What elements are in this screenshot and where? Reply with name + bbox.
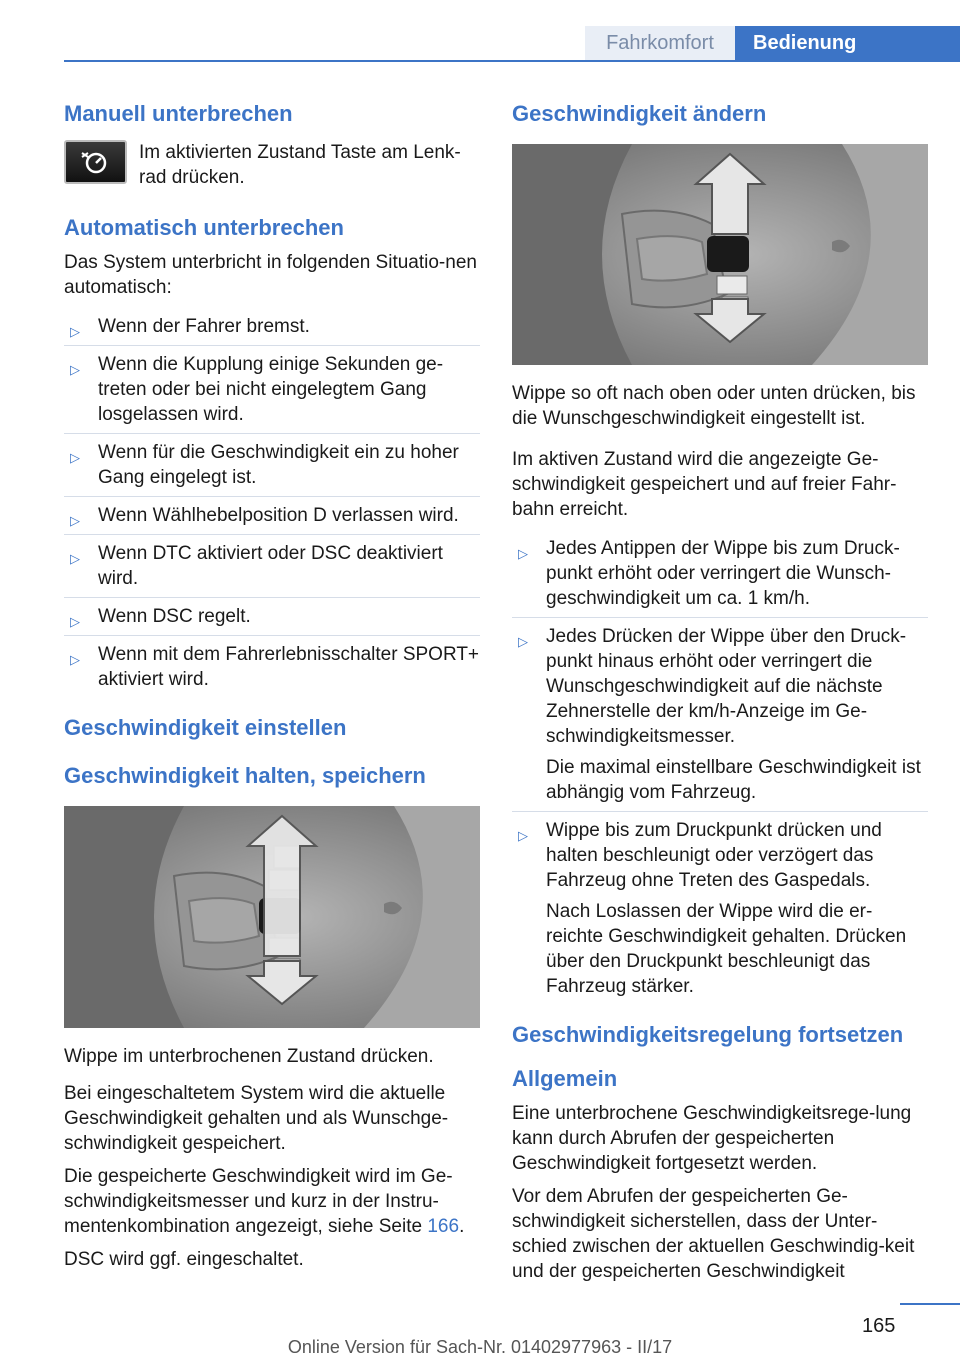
- triangle-bullet-icon: ▷: [518, 546, 528, 561]
- halten-p3: Die gespeicherte Geschwindigkeit wird im Ge-schwindigkeitsmesser und kurz in der Instru-mentenkombination angezeigt, siehe Seite 166.: [64, 1166, 465, 1237]
- list-item: ▷ Jedes Antippen der Wippe bis zum Druck-punkt erhöht oder verringert die Wunsch-geschwindigkeit um ca. 1 km/h.: [512, 530, 928, 618]
- steering-wheel-rocker-image: [64, 806, 480, 1028]
- page-number: 165: [862, 1315, 896, 1337]
- heading-manuell-unterbrechen: Manuell unterbrechen: [64, 101, 293, 126]
- triangle-bullet-icon: ▷: [70, 652, 80, 667]
- left-column: [64, 100, 480, 1272]
- auto-bullet-list: [64, 308, 480, 698]
- triangle-bullet-icon: ▷: [70, 324, 80, 339]
- heading-geschwindigkeit-einstellen: Geschwindigkeit einstellen: [64, 715, 347, 740]
- list-item: ▷ Wenn DTC aktiviert oder DSC deaktiviert wird.: [64, 535, 480, 598]
- triangle-bullet-icon: ▷: [70, 362, 80, 377]
- list-item: ▷ Wenn mit dem Fahrerlebnisschalter SPORT+ aktiviert wird.: [70, 644, 480, 690]
- aendern-bullet-list: [512, 530, 928, 1005]
- cruise-control-button-icon: [64, 140, 127, 184]
- halten-p1: Wippe im unterbrochenen Zustand drücken.: [64, 1046, 434, 1067]
- list-item: ▷ Jedes Drücken der Wippe über den Druck-punkt hinaus erhöht oder verringert die Wunschgeschwindigkeit auf die nächste Zehnerstelle der km/h-Anzeige im Ge-schwindigkeitsmesser. Die maximal einstellbare Geschwindigkeit ist abhängig vom Fahrzeug.: [512, 618, 928, 812]
- aendern-p2: Im aktiven Zustand wird die angezeigte Ge-schwindigkeit gespeichert und auf freier Fahr-bahn erreicht.: [512, 449, 897, 520]
- steering-wheel-rocker-image-2: [512, 144, 928, 365]
- list-item: ▷ Wenn die Kupplung einige Sekunden ge-treten oder bei nicht eingelegtem Gang losgelassen wird.: [64, 346, 480, 434]
- triangle-bullet-icon: ▷: [518, 634, 528, 649]
- triangle-bullet-icon: ▷: [70, 450, 80, 465]
- aendern-p1: Wippe so oft nach oben oder unten drücken, bis die Wunschgeschwindigkeit eingestellt ist.: [512, 383, 916, 429]
- heading-geschwindigkeit-aendern: Geschwindigkeit ändern: [512, 101, 767, 126]
- triangle-bullet-icon: ▷: [70, 513, 80, 528]
- list-item: ▷ Wippe bis zum Druckpunkt drücken und halten beschleunigt oder verzögert das Fahrzeug ohne Treten des Gaspedals. Nach Loslassen der Wippe wird die er-reichte Geschwindigkeit gehalten. Drücken über den Druckpunkt beschleunigt das Fahrzeug stärker.: [518, 820, 907, 997]
- halten-p4: DSC wird ggf. eingeschaltet.: [64, 1249, 304, 1270]
- triangle-bullet-icon: ▷: [70, 551, 80, 566]
- header-rule: [64, 60, 960, 62]
- list-item: ▷ Wenn für die Geschwindigkeit ein zu hoher Gang eingelegt ist.: [64, 434, 480, 497]
- list-item: ▷ Wenn Wählhebelposition D verlassen wird.: [64, 497, 480, 535]
- right-column: [512, 100, 928, 1284]
- header-tab-bedienung: Bedienung: [735, 26, 960, 60]
- header-tab-fahrkomfort: Fahrkomfort: [585, 26, 735, 60]
- triangle-bullet-icon: ▷: [518, 828, 528, 843]
- heading-geschwindigkeit-halten: Geschwindigkeit halten, speichern: [64, 763, 426, 788]
- allgemein-p1: Eine unterbrochene Geschwindigkeitsrege-lung kann durch Abrufen der gespeicherten Geschwindigkeit fortgesetzt werden.: [512, 1103, 912, 1174]
- list-item: ▷ Wenn DSC regelt.: [64, 598, 480, 636]
- footer-rule: [900, 1303, 960, 1305]
- footer-version-text: Online Version für Sach-Nr. 01402977963 - II/17: [287, 1337, 673, 1357]
- manual-interrupt-row: [64, 140, 480, 190]
- halten-p2: Bei eingeschaltetem System wird die aktuelle Geschwindigkeit gehalten und als Wunschge-schwindigkeit gespeichert.: [64, 1083, 449, 1154]
- auto-intro: Das System unterbricht in folgenden Situatio-nen automatisch:: [64, 252, 477, 298]
- page-link-166[interactable]: 166: [427, 1216, 460, 1237]
- heading-allgemein: Allgemein: [512, 1066, 618, 1091]
- heading-regelung-fortsetzen: Geschwindigkeitsregelung fortsetzen: [512, 1022, 904, 1047]
- list-item: ▷ Wenn der Fahrer bremst.: [64, 308, 480, 346]
- manuell-text: Im aktivierten Zustand Taste am Lenk-rad drücken.: [139, 142, 461, 188]
- allgemein-p2: Vor dem Abrufen der gespeicherten Ge-schwindigkeit sicherstellen, dass der Unter-schied zwischen der aktuellen Geschwindig-keit und der gespeicherten Geschwindigkeit: [512, 1186, 915, 1282]
- heading-automatisch-unterbrechen: Automatisch unterbrechen: [64, 215, 344, 240]
- triangle-bullet-icon: ▷: [70, 614, 80, 629]
